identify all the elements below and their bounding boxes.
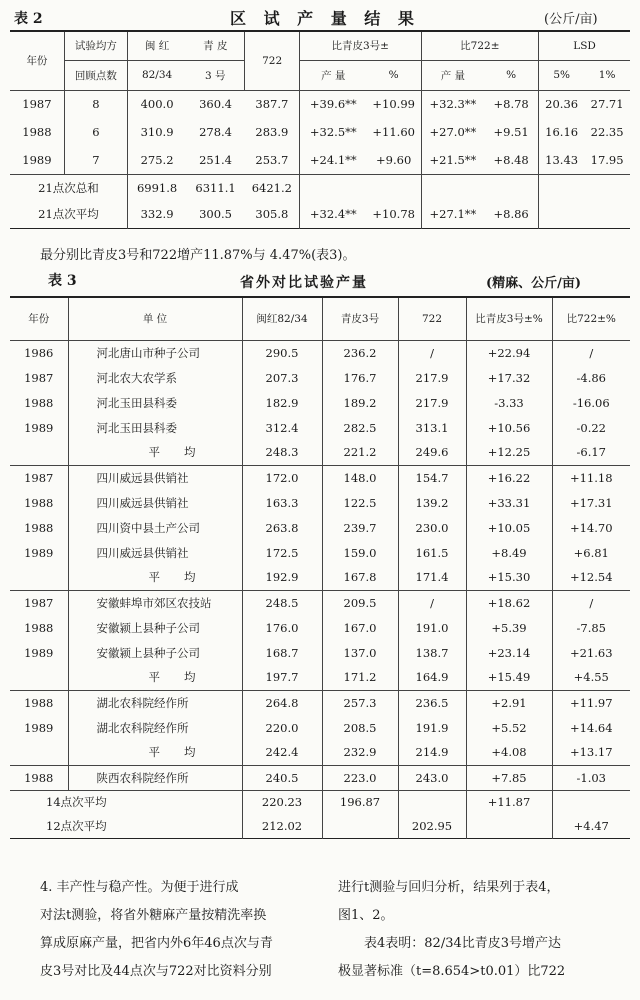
table3-cell: 163.3 <box>242 490 322 515</box>
table3-cell: +21.63 <box>569 645 613 660</box>
table2-cell: 253.7 <box>245 146 299 174</box>
table3-cell: 202.95 <box>398 814 466 838</box>
table3-cell: -0.22 <box>576 420 606 435</box>
table3-row <box>10 365 630 390</box>
table3-cell: 242.4 <box>242 740 322 765</box>
table3-cell: 湖北农科院经作所 <box>68 715 242 740</box>
table3-cell: 1987 <box>10 590 68 615</box>
table3-cell: +17.31 <box>569 495 613 510</box>
table3-cell <box>398 790 466 814</box>
table3-row <box>10 690 630 715</box>
table3-cell: 四川资中县土产公司 <box>68 515 242 540</box>
table3-cell: 四川威远县供销社 <box>68 490 242 515</box>
table3-row <box>10 390 630 415</box>
table2-cell: 6311.1 <box>195 180 236 195</box>
table3-cell: 安徽颍上县种子公司 <box>68 640 242 665</box>
table3-cell: 平均 <box>68 440 242 465</box>
table3-row <box>10 415 630 440</box>
table3-cell: 1989 <box>10 715 68 740</box>
table2-cell: 6 <box>64 118 127 146</box>
table2-cell: 22.35 <box>590 125 624 139</box>
table3-caption: 省外对比试验产量 <box>240 275 368 291</box>
bottom-right-line: 图1、2。 <box>338 908 394 923</box>
table3-label: 表 3 <box>48 273 77 289</box>
t2-h-pct2: % <box>484 60 538 90</box>
table3-cell: 248.5 <box>242 590 322 615</box>
table3-cell: 1988 <box>10 615 68 640</box>
table3-cell: 167.0 <box>322 615 398 640</box>
table3-cell: +18.62 <box>466 590 552 615</box>
table3-cell: 1986 <box>10 340 68 365</box>
table2-cell: +32.5** <box>309 125 357 139</box>
table2-cell: 1989 <box>10 146 64 174</box>
table3-cell: +5.52 <box>466 715 552 740</box>
table3-cell: 282.5 <box>322 415 398 440</box>
table2-row <box>10 90 630 118</box>
table3-cell: +11.97 <box>569 695 613 710</box>
table3-cell: 1988 <box>10 515 68 540</box>
table3-row <box>10 540 630 565</box>
table3-cell: +7.85 <box>466 765 552 790</box>
t2-h-5pct: 5% <box>553 69 570 81</box>
table3-cell: 139.2 <box>398 490 466 515</box>
bottom-left-line: 算成原麻产量，把省内外6年46点次与青 <box>40 936 273 951</box>
table2-label: 表 2 <box>14 11 43 27</box>
table3-cell-empty <box>10 440 68 465</box>
table3-cell: -4.86 <box>576 370 606 385</box>
table3-cell: -1.03 <box>576 770 606 785</box>
table2-cell <box>421 174 484 201</box>
table2-row <box>10 146 630 174</box>
table2-cell: 310.9 <box>140 125 174 139</box>
t2-h-yield2: 产 量 <box>440 69 466 82</box>
table3-cell: +10.56 <box>466 415 552 440</box>
table3-cell: +4.47 <box>573 818 609 833</box>
table3-cell: 217.9 <box>398 390 466 415</box>
table2-cell: +39.6** <box>309 97 357 112</box>
table3-unit: (精麻、公斤/亩) <box>486 276 582 291</box>
table3-cell: -6.17 <box>576 445 606 460</box>
table3-cell: 209.5 <box>322 590 398 615</box>
table2-cell: +32.3** <box>429 97 477 112</box>
table3-cell: 1988 <box>10 765 68 790</box>
table3-cell: 176.7 <box>322 365 398 390</box>
table2-cell: +32.4** <box>309 207 357 222</box>
table2-unit: (公斤/亩) <box>544 12 598 27</box>
table3-cell: +33.31 <box>466 490 552 515</box>
table3-average-row <box>10 565 630 590</box>
table3-cell: 1988 <box>10 490 68 515</box>
table2-cell: +8.78 <box>484 90 538 118</box>
table3-cell: 207.3 <box>242 365 322 390</box>
table3-row <box>10 615 630 640</box>
table3-cell: 217.9 <box>398 365 466 390</box>
table3-cell: 138.7 <box>398 640 466 665</box>
table3-summary-row <box>10 814 630 838</box>
table3-cell: 230.0 <box>398 515 466 540</box>
table3-cell: 191.0 <box>398 615 466 640</box>
bottom-right-line: 极显著标准（t=8.654>t0.01）比722 <box>338 964 566 979</box>
table2-cell: 275.2 <box>140 152 174 167</box>
table3-cell: 平均 <box>68 665 242 690</box>
table3-cell: 安徽颍上县种子公司 <box>68 615 242 640</box>
table3-cell <box>322 814 398 838</box>
table3-cell: 1987 <box>10 365 68 390</box>
table2-cell: 400.0 <box>140 97 174 112</box>
bottom-right-line: 进行t测验与回归分析，结果列于表4， <box>338 880 560 895</box>
table3-cell: +10.05 <box>466 515 552 540</box>
table2-summary-row <box>10 174 630 201</box>
table3-cell: 河北玉田县科委 <box>68 415 242 440</box>
table2-cell: 251.4 <box>199 152 233 167</box>
table3-cell: 1988 <box>10 690 68 715</box>
table3-average-row <box>10 665 630 690</box>
table3-summary-label: 14点次平均 <box>10 790 242 814</box>
table2-cell: 300.5 <box>199 207 233 222</box>
table3-cell: 171.4 <box>398 565 466 590</box>
table3-cell: 164.9 <box>398 665 466 690</box>
table3-cell: -16.06 <box>572 395 610 410</box>
table3-cell: +14.70 <box>569 520 613 535</box>
table3-cell: +11.87 <box>466 790 552 814</box>
table3-cell: 168.7 <box>242 640 322 665</box>
table3-cell: 172.5 <box>242 540 322 565</box>
table3-cell: +2.91 <box>466 690 552 715</box>
table3-row <box>10 640 630 665</box>
t2-h-vs-qingpi: 比青皮3号± <box>299 32 421 60</box>
t2-h-pct1: % <box>367 60 421 90</box>
table3-cell: +11.18 <box>569 470 613 485</box>
table3-cell: +22.94 <box>466 340 552 365</box>
table3-cell-empty <box>10 740 68 765</box>
table2-cell: 20.36 <box>545 97 579 112</box>
table3-cell: 196.87 <box>322 790 398 814</box>
table3-cell: / <box>398 340 466 365</box>
table3-row <box>10 765 630 790</box>
table3-cell: 172.0 <box>242 465 322 490</box>
table3-cell: 236.2 <box>322 340 398 365</box>
table2-row <box>10 118 630 146</box>
table3-cell: 192.9 <box>242 565 322 590</box>
table3-cell: 264.8 <box>242 690 322 715</box>
bottom-left-line: 4. 丰产性与稳产性。为便于进行成 <box>40 880 239 895</box>
table3-row <box>10 590 630 615</box>
table3-cell: 189.2 <box>322 390 398 415</box>
t2-h-8234: 82/34 <box>141 69 173 81</box>
table3-cell: 湖北农科院经作所 <box>68 690 242 715</box>
table2-cell: +10.99 <box>367 90 421 118</box>
table3-cell: +6.81 <box>573 545 609 560</box>
t2-h-trial: 试验均方 <box>64 32 127 60</box>
table2-cell: +27.0** <box>429 125 477 139</box>
table2-cell: +9.60 <box>367 146 421 174</box>
table3-summary-row <box>10 790 630 814</box>
table3-cell: +16.22 <box>466 465 552 490</box>
table3-cell: 243.0 <box>398 765 466 790</box>
table3-cell: / <box>589 595 594 610</box>
t2-h-1pct: 1% <box>598 69 616 81</box>
table3-cell: 191.9 <box>398 715 466 740</box>
bottom-left-line: 对法t测验，将省外糖麻产量按精洗率换 <box>40 908 267 923</box>
table3-cell: 1989 <box>10 540 68 565</box>
table2-cell: 1988 <box>10 118 64 146</box>
t2-h-qingpi: 青 皮 <box>186 32 245 60</box>
t2-h-lsd: LSD <box>573 39 596 52</box>
table2-cell: 278.4 <box>199 125 233 139</box>
table3-cell: +8.49 <box>466 540 552 565</box>
table3-row <box>10 465 630 490</box>
t2-h-vs-722: 比722± <box>421 32 538 60</box>
table3-cell: +13.17 <box>569 745 613 760</box>
table2-cell <box>584 174 630 201</box>
table3-cell: +5.39 <box>466 615 552 640</box>
table3-cell: 1989 <box>10 415 68 440</box>
table3-cell: 176.0 <box>242 615 322 640</box>
table3-cell: +15.49 <box>466 665 552 690</box>
t3-h-minhong: 闽红82/34 <box>242 298 322 340</box>
table3-cell: / <box>398 590 466 615</box>
table2-cell <box>299 174 366 201</box>
table2-cell: 7 <box>64 146 127 174</box>
table2-cell: 17.95 <box>590 152 624 167</box>
bottom-right-text <box>338 874 634 986</box>
table3-row <box>10 715 630 740</box>
table3-cell: 安徽蚌埠市郊区农技站 <box>68 590 242 615</box>
t2-h-minhong: 闽 红 <box>144 40 170 53</box>
table2 <box>10 32 630 229</box>
t3-h-722: 722 <box>398 298 466 340</box>
table3-cell: -3.33 <box>466 390 552 415</box>
table3-cell: 平均 <box>68 565 242 590</box>
table3 <box>10 298 630 839</box>
table3-cell-empty <box>10 565 68 590</box>
table3-cell: 148.0 <box>322 465 398 490</box>
table3-cell: 220.23 <box>242 790 322 814</box>
table2-cell: 27.71 <box>590 97 624 112</box>
table2-cell: +24.1** <box>309 152 357 167</box>
table3-cell: 河北玉田县科委 <box>68 390 242 415</box>
table3-cell: +14.64 <box>569 720 613 735</box>
bottom-right-line: 表4表明：82/34比青皮3号增产达 <box>364 936 562 951</box>
table3-cell: +12.54 <box>569 570 613 585</box>
mid-paragraph: 最分别比青皮3号和722增产11.87%与 4.47%(表3)。 <box>40 248 356 263</box>
table3-cell: +4.55 <box>573 670 609 685</box>
table3-cell: 212.02 <box>242 814 322 838</box>
bottom-left-text <box>40 874 330 986</box>
table2-cell: 387.7 <box>245 90 299 118</box>
t3-h-qingpi: 青皮3号 <box>322 298 398 340</box>
t3-h-unit: 单 位 <box>68 298 242 340</box>
table3-cell: 223.0 <box>322 765 398 790</box>
table3-cell: 220.0 <box>242 715 322 740</box>
table2-cell: +27.1** <box>429 207 477 222</box>
table3-cell: +15.30 <box>466 565 552 590</box>
table3-cell: +4.08 <box>466 740 552 765</box>
table2-cell: +8.48 <box>484 146 538 174</box>
table3-cell: 1989 <box>10 640 68 665</box>
table2-cell: 332.9 <box>140 207 174 222</box>
table2-cell <box>539 174 585 201</box>
table3-cell: 167.8 <box>322 565 398 590</box>
t2-h-year: 年份 <box>10 32 64 90</box>
t2-h-no3: 3 号 <box>186 60 245 90</box>
table3-cell <box>552 790 630 814</box>
table2-cell: 360.4 <box>199 97 233 112</box>
t3-h-year: 年份 <box>10 298 68 340</box>
table3-cell: / <box>589 345 594 360</box>
table2-cell: 6991.8 <box>136 180 178 195</box>
table2-cell: 13.43 <box>545 152 579 167</box>
table3-cell: 河北唐山市种子公司 <box>68 340 242 365</box>
table3-cell: 四川威远县供销社 <box>68 540 242 565</box>
table2-caption: 区 试 产 量 结 果 <box>230 9 420 28</box>
table3-average-row <box>10 440 630 465</box>
table3-cell <box>466 814 552 838</box>
table2-cell: +9.51 <box>484 118 538 146</box>
table3-cell: 313.1 <box>398 415 466 440</box>
table2-cell <box>367 174 421 201</box>
table3-cell: 159.0 <box>322 540 398 565</box>
bottom-left-line: 皮3号对比及44点次与722对比资料分别 <box>40 964 272 979</box>
table3-cell: 171.2 <box>322 665 398 690</box>
table3-cell: 四川威远县供销社 <box>68 465 242 490</box>
table3-cell: 1988 <box>10 390 68 415</box>
table3-cell: +12.25 <box>466 440 552 465</box>
table2-summary-label: 21点次总和 <box>10 174 127 201</box>
table2-cell: 8 <box>64 90 127 118</box>
table3-cell: 236.5 <box>398 690 466 715</box>
table2-cell: +21.5** <box>429 152 477 167</box>
table3-cell: +17.32 <box>466 365 552 390</box>
table2-cell: +11.60 <box>367 118 421 146</box>
table3-cell: 122.5 <box>322 490 398 515</box>
table2-cell: +10.78 <box>367 201 421 228</box>
t2-h-points: 回顾点数 <box>64 60 127 90</box>
table3-cell: -7.85 <box>576 620 606 635</box>
table2-cell: 6421.2 <box>245 174 299 201</box>
table3-cell: 263.8 <box>242 515 322 540</box>
table3-cell: 239.7 <box>322 515 398 540</box>
table3-cell: 312.4 <box>242 415 322 440</box>
table3-cell: 232.9 <box>322 740 398 765</box>
t3-h-vs-qingpi: 比青皮3号±% <box>466 298 552 340</box>
table2-cell <box>539 201 585 228</box>
table3-cell: 249.6 <box>398 440 466 465</box>
table3-cell: +23.14 <box>466 640 552 665</box>
table3-row <box>10 515 630 540</box>
table3-cell: 陕西农科院经作所 <box>68 765 242 790</box>
table3-cell: 平均 <box>68 740 242 765</box>
t3-h-vs-722: 比722±% <box>566 313 616 326</box>
table3-cell: 182.9 <box>242 390 322 415</box>
table3-cell: 河北农大农学系 <box>68 365 242 390</box>
t2-h-722: 722 <box>245 32 299 90</box>
table3-cell: 257.3 <box>322 690 398 715</box>
table3-cell: 290.5 <box>242 340 322 365</box>
table2-cell: 1987 <box>10 90 64 118</box>
table2-cell: +8.86 <box>484 201 538 228</box>
table3-row <box>10 340 630 365</box>
table3-average-row <box>10 740 630 765</box>
table3-cell: 197.7 <box>242 665 322 690</box>
table3-summary-label: 12点次平均 <box>10 814 242 838</box>
table3-cell: 240.5 <box>242 765 322 790</box>
table3-cell: 214.9 <box>398 740 466 765</box>
table3-cell: 221.2 <box>322 440 398 465</box>
table2-summary-label: 21点次平均 <box>10 201 127 228</box>
table2-cell <box>584 201 630 228</box>
table2-cell: 283.9 <box>245 118 299 146</box>
table3-row <box>10 490 630 515</box>
table2-cell: 305.8 <box>245 201 299 228</box>
table2-cell: 16.16 <box>545 125 579 139</box>
t2-h-yield1: 产 量 <box>321 69 346 82</box>
table3-cell: 248.3 <box>242 440 322 465</box>
table3-cell: 154.7 <box>398 465 466 490</box>
table2-cell <box>484 174 538 201</box>
table3-cell: 1987 <box>10 465 68 490</box>
table3-cell: 161.5 <box>398 540 466 565</box>
table2-summary-row <box>10 201 630 228</box>
table3-cell: 137.0 <box>322 640 398 665</box>
table3-cell: 208.5 <box>322 715 398 740</box>
table3-cell-empty <box>10 665 68 690</box>
